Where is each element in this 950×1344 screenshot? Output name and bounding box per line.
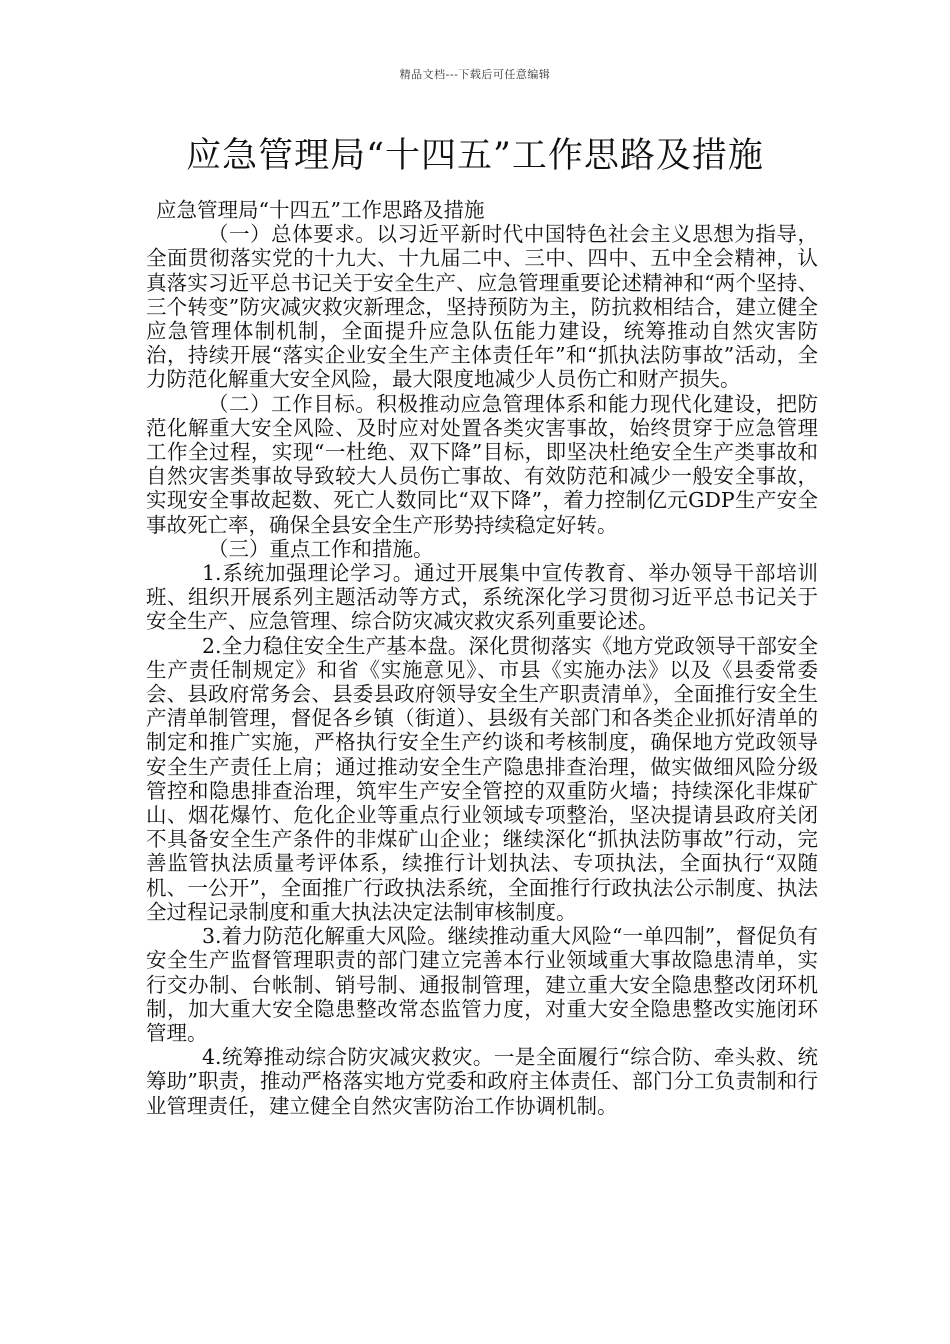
document-body <box>146 198 818 1118</box>
section-general-requirements: （一）总体要求。以习近平新时代中国特色社会主义思想为指导，全面贯彻落实党的十九大、十九届二中、三中、四中、五中全会精神，认真落实习近平总书记关于安全生产、应急管理重要论述精神和“两个坚持、三个转变”防灾减灾救灾新理念，坚持预防为主，防抗救相结合，建立健全应急管理体制机制，全面提升应急队伍能力建设，统筹推动自然灾害防治，持续开展“落实企业安全生产主体责任年”和“抓执法防事故”活动，全力防范化解重大安全风险，最大限度地减少人员伤亡和财产损失。 <box>146 222 818 392</box>
document-title: 应急管理局“十四五”工作思路及措施 <box>186 136 764 176</box>
key-work-item-2: 2.全力稳住安全生产基本盘。深化贯彻落实《地方党政领导干部安全生产责任制规定》和省《实施意见》、市县《实施办法》以及《县委常委会、县政府常务会、县委县政府领导安全生产职责清单》，全面推行安全生产清单制管理，督促各乡镇（街道）、县级有关部门和各类企业抓好清单的制定和推广实施，严格执行安全生产约谈和考核制度，确保地方党政领导安全生产责任上肩；通过推动安全生产隐患排查治理，做实做细风险分级管控和隐患排查治理，筑牢生产安全管控的双重防火墙；持续深化非煤矿山、烟花爆竹、危化企业等重点行业领域专项整治，坚决提请县政府关闭不具备安全生产条件的非煤矿山企业；继续深化“抓执法防事故”行动，完善监管执法质量考评体系，续推行计划执法、专项执法，全面执行“双随机、一公开”，全面推广行政执法系统，全面推行行政执法公示制度、执法全过程记录制度和重大执法决定法制审核制度。 <box>146 633 818 924</box>
section-key-work-heading: （三）重点工作和措施。 <box>208 536 434 561</box>
key-work-item-4: 4.统筹推动综合防灾减灾救灾。一是全面履行“综合防、牵头救、统筹助”职责，推动严格落实地方党委和政府主体责任、部门分工负责制和行业管理责任，建立健全自然灾害防治工作协调机制。 <box>146 1045 818 1118</box>
document-subtitle: 应急管理局“十四五”工作思路及措施 <box>156 198 485 222</box>
section-work-goals: （二）工作目标。积极推动应急管理体系和能力现代化建设，把防范化解重大安全风险、及时应对处置各类灾害事故，始终贯穿于应急管理工作全过程，实现“一杜绝、双下降”目标，即坚决杜绝安全生产类事故和自然灾害类事故导致较大人员伤亡事故、有效防范和减少一般安全事故，实现安全事故起数、死亡人数同比“双下降”，着力控制亿元GDP生产安全事故死亡率，确保全县安全生产形势持续稳定好转。 <box>146 391 818 537</box>
key-work-item-3: 3.着力防范化解重大风险。继续推动重大风险“一单四制”，督促负有安全生产监督管理职责的部门建立完善本行业领域重大事故隐患清单，实行交办制、台帐制、销号制、通报制管理，建立重大安全隐患整改闭环机制，加大重大安全隐患整改常态监管力度，对重大安全隐患整改实施闭环管理。 <box>146 924 818 1045</box>
key-work-item-1: 1.系统加强理论学习。通过开展集中宣传教育、举办领导干部培训班、组织开展系列主题活动等方式，系统深化学习贯彻习近平总书记关于安全生产、应急管理、综合防灾减灾救灾系列重要论述。 <box>146 561 818 634</box>
page-header-note: 精品文档---下载后可任意编辑 <box>399 68 551 81</box>
